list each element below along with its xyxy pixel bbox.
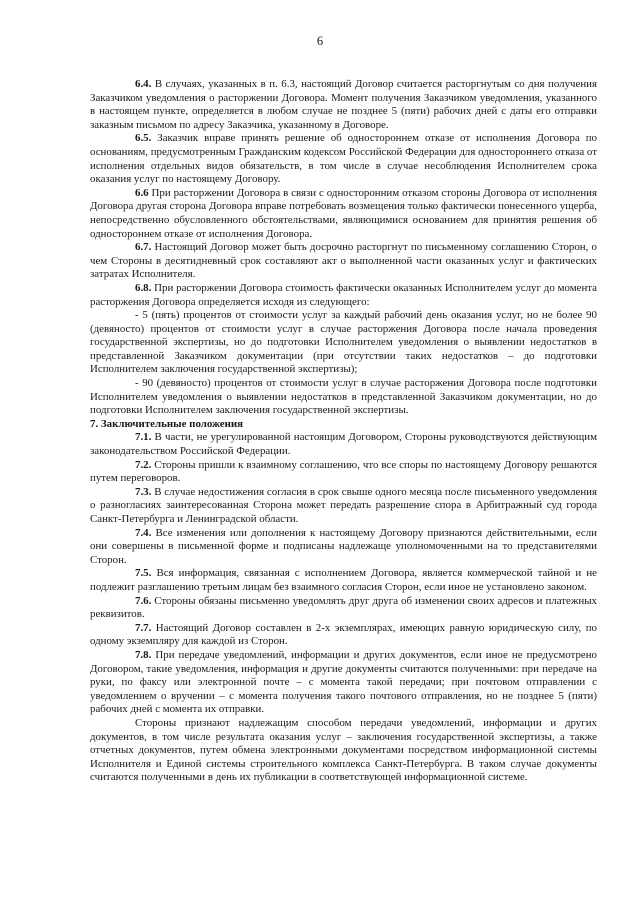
- clause-7-1: [90, 431, 597, 458]
- clause-text: При передаче уведомлений, информации и других документов, если иное не предусмотрено Договором, такие уведомления, информация и другие документы считаются полученными: при передаче на руки, по факсу или электронной почте – с момента такой передачи; при почтовом отправлении с уведомлением о вручении – с момента получения такого почтового отправления, но не позднее 5 (пяти) рабочих дней с момента их отправки.: [90, 648, 597, 716]
- clause-number: 7.5.: [135, 567, 152, 580]
- clause-text: Все изменения или дополнения к настоящему Договору признаются действительными, если они совершены в письменной форме и подписаны надлежаще уполномоченными на то представителями Сторон.: [90, 526, 597, 566]
- clause-text: Стороны обязаны письменно уведомлять друг друга об изменении своих адресов и платежных реквизитов.: [90, 594, 597, 621]
- clause-text: При расторжении Договора стоимость фактически оказанных Исполнителем услуг до момента расторжения Договора определяется исходя из следующего:: [90, 281, 597, 308]
- clause-7-8: [90, 649, 597, 717]
- clause-6-4: [90, 78, 597, 132]
- clause-text: Настоящий Договор может быть досрочно расторгнут по письменному соглашению Сторон, о чем Стороны в десятидневный срок составляют акт о выполненной части оказанных услуг и фактических затратах Исполнителя.: [90, 241, 597, 281]
- clause-number: 6.6: [135, 186, 149, 199]
- page-number: 6: [316, 34, 324, 48]
- clause-7-4: [90, 527, 597, 568]
- clause-6-5: [90, 132, 597, 186]
- clause-6-8-bullet-1: - 5 (пять) процентов от стоимости услуг за каждый рабочий день оказания услуг, но не более 90 (девяносто) процентов от стоимости услуг в случае расторжения Договора после начала проведения государственной экспертизы, но до подготовки Исполнителем уведомления о выявлении недостатков в представленной Заказчиком документации (при отсутствии таких недостатков – до подготовки Исполнителем заключения государственной экспертизы);: [90, 309, 597, 376]
- clause-number: 7.7.: [135, 621, 152, 634]
- clause-text: Заказчик вправе принять решение об одностороннем отказе от исполнения Договора по основаниям, предусмотренным Гражданским кодексом Российской Федерации для одностороннего отказа от исполнения отдельных видов обязательств, в том числе в случае несоблюдения Исполнителем срока оказания услуг по настоящему Договору.: [90, 132, 597, 186]
- section-7-title: 7. Заключительные положения: [90, 417, 244, 430]
- clause-number: 6.8.: [135, 281, 152, 294]
- clause-text: Настоящий Договор составлен в 2-х экземплярах, имеющих равную юридическую силу, по одному экземпляру для каждой из Сторон.: [90, 621, 597, 648]
- clause-6-7: [90, 241, 597, 282]
- clause-number: 6.7.: [135, 241, 152, 254]
- clause-6-6: [90, 187, 597, 241]
- clause-text: Вся информация, связанная с исполнением Договора, является коммерческой тайной и не подлежит разглашению третьим лицам без взаимного согласия Сторон, если иное не установлено законом.: [90, 567, 597, 593]
- clause-7-6: [90, 595, 597, 622]
- clause-number: 7.2.: [135, 458, 152, 471]
- clause-number: 6.4.: [135, 78, 152, 90]
- document-body: [90, 78, 597, 785]
- clause-7-5: [90, 567, 597, 594]
- clause-number: 7.8.: [135, 648, 152, 661]
- clause-number: 6.5.: [135, 132, 152, 145]
- clause-7-7: [90, 622, 597, 649]
- clause-text: В случаях, указанных в п. 6.3, настоящий Договор считается расторгнутым со дня получения Заказчиком уведомления о расторжении Договора. Момент получения Заказчиком уведомления, указанного в настоящем пункте, определяется в любом случае не позднее 5 (пяти) рабочих дней с даты его отправки заказным письмом по адресу Заказчика, указанному в Договоре.: [90, 78, 597, 131]
- clause-text: В части, не урегулированной настоящим Договором, Стороны руководствуются действующим законодательством Российской Федерации.: [90, 431, 597, 458]
- clause-7-3: [90, 486, 597, 527]
- clause-number: 7.6.: [135, 594, 152, 607]
- clause-text: Стороны пришли к взаимному соглашению, что все споры по настоящему Договору решаются путем переговоров.: [90, 458, 597, 485]
- clause-number: 7.3.: [135, 485, 152, 498]
- closing-paragraph: Стороны признают надлежащим способом передачи уведомлений, информации и других документов, в том числе результата оказания услуг – заключения государственной экспертизы, а также отчетных документов, путем обмена электронными документами посредством информационной системы Исполнителя и Единой системы строительного комплекса Санкт-Петербурга. В таком случае документы считаются полученными в день их публикации в соответствующей информационной системе.: [90, 716, 597, 784]
- clause-6-8-bullet-2: - 90 (девяносто) процентов от стоимости услуг в случае расторжения Договора после подготовки Исполнителем уведомления о выявлении недостатков в представленной Заказчиком документации, но до подготовки Исполнителем заключения государственной экспертизы.: [90, 377, 597, 417]
- clause-6-8: [90, 282, 597, 309]
- clause-text: При расторжении Договора в связи с односторонним отказом стороны Договора от исполнения Договора другая сторона Договора вправе потребовать возмещения только фактически понесенного ущерба, непосредственно обусловленного обстоятельствами, являющимися основанием для принятия решения об одностороннем отказе от исполнения Договора.: [90, 186, 597, 240]
- clause-7-2: [90, 459, 597, 486]
- clause-number: 7.4.: [135, 526, 152, 539]
- clause-number: 7.1.: [135, 431, 152, 444]
- clause-text: В случае недостижения согласия в срок свыше одного месяца после письменного уведомления о разногласиях заинтересованная Сторона может передать разрешение спора в Арбитражный суд города Санкт-Петербурга и Ленинградской области.: [90, 485, 597, 525]
